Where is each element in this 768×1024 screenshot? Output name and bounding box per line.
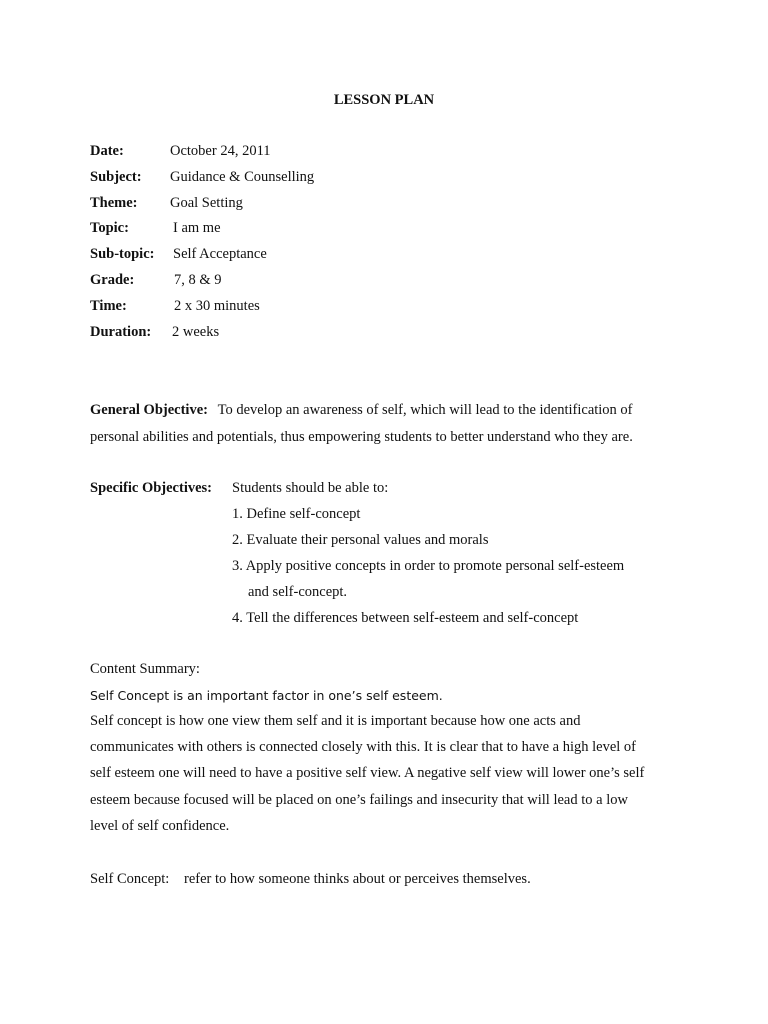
info-label-grade: Grade: (90, 272, 135, 288)
info-value-time: 2 x 30 minutes (174, 298, 260, 314)
content-summary-lead: Self Concept is an important factor in one’s self esteem. (90, 688, 443, 703)
specific-objectives-label: Specific Objectives: (90, 480, 213, 496)
page-title: LESSON PLAN (333, 92, 435, 108)
general-objective-text: To develop an awareness of self, which will lead to the identification of (217, 402, 633, 418)
info-label-date: Date: (90, 143, 124, 159)
content-summary-line: communicates with others is connected closely with this. It is clear that to have a high level of (90, 739, 637, 755)
self-concept-text: refer to how someone thinks about or perceives themselves. (184, 871, 531, 887)
info-label-theme: Theme: (90, 195, 138, 211)
objective-item: 4. Tell the differences between self-esteem and self-concept (232, 610, 579, 626)
info-value-topic: I am me (173, 220, 221, 236)
info-value-theme: Goal Setting (170, 195, 243, 211)
content-summary-line: self esteem one will need to have a positive self view. A negative self view will lower one’s self (90, 765, 645, 781)
objective-item-continuation: and self-concept. (248, 584, 348, 600)
info-label-time: Time: (90, 298, 127, 314)
specific-objectives-intro: Students should be able to: (232, 480, 389, 496)
info-value-duration: 2 weeks (172, 324, 220, 340)
info-label-duration: Duration: (90, 324, 152, 340)
general-objective-line-2: personal abilities and potentials, thus empowering students to better understand who they are. (90, 429, 633, 445)
general-objective-line-1 (90, 402, 633, 419)
info-label-subject: Subject: (90, 169, 142, 185)
content-summary-line: level of self confidence. (90, 818, 230, 834)
content-summary-line: esteem because focused will be placed on one’s failings and insecurity that will lead to a low (90, 792, 628, 808)
info-value-date: October 24, 2011 (170, 143, 271, 159)
objective-item: 3. Apply positive concepts in order to promote personal self-esteem (232, 558, 625, 574)
general-objective-label: General Objective: (90, 402, 208, 418)
info-label-subtopic: Sub-topic: (90, 246, 155, 262)
info-value-subtopic: Self Acceptance (173, 246, 267, 262)
content-summary-heading: Content Summary: (90, 661, 200, 677)
info-value-subject: Guidance & Counselling (170, 169, 315, 185)
objective-item: 2. Evaluate their personal values and morals (232, 532, 489, 548)
objective-item: 1. Define self-concept (232, 506, 361, 522)
content-summary-line: Self concept is how one view them self and it is important because how one acts and (90, 713, 581, 729)
self-concept-label: Self Concept: (90, 871, 170, 887)
info-value-grade: 7, 8 & 9 (174, 272, 222, 288)
info-label-topic: Topic: (90, 220, 129, 236)
